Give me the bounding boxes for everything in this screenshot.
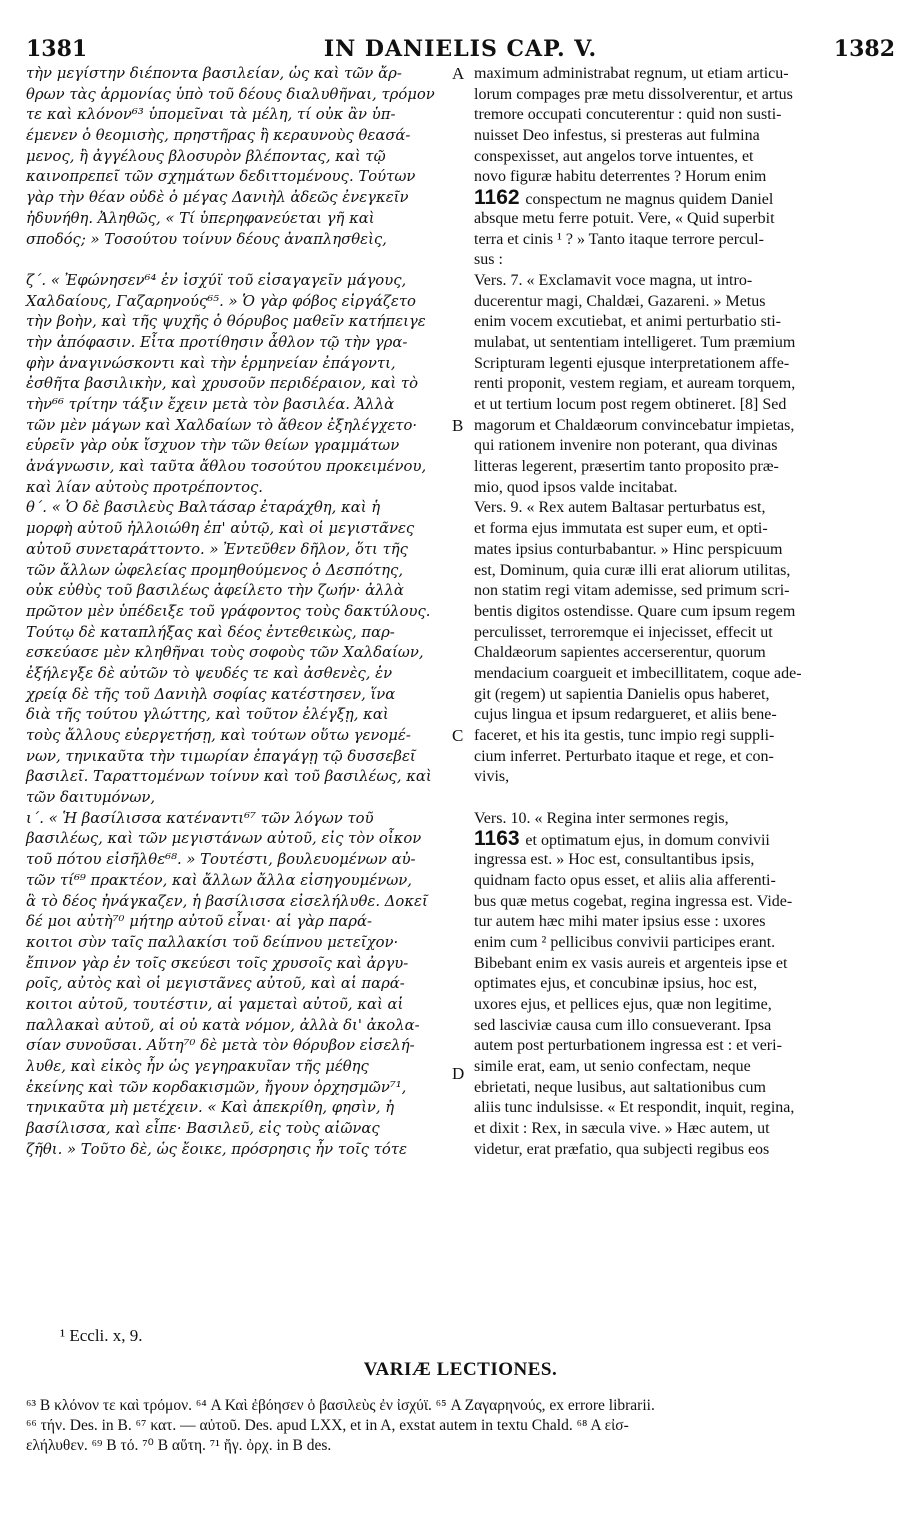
latin-text-line: Vers. 10. « Regina inter sermones regis, — [474, 809, 729, 827]
latin-text-line: 1163 et optimatum ejus, in domum convivii — [474, 827, 770, 851]
column-number: 1163 — [474, 827, 526, 851]
latin-text-line: videtur, erat præfatio, qua subjecti regibus eos — [474, 1140, 770, 1158]
latin-text-line: Chaldæorum sapientes accerserentur, quorum — [474, 644, 766, 662]
greek-text-line: ἐξήλεγξε δὲ αὐτῶν τὸ ψευδές τε καὶ ἀσθενὲς, ἐν — [26, 664, 393, 682]
greek-text-line: φὴν ἀναγινώσκοντι καὶ τὴν ἑρμηνείαν ἐπάγοντι, — [26, 354, 396, 372]
latin-text-line: vivis, — [474, 768, 510, 786]
greek-text-line: τῶν ἄλλων ὠφελείας προμηθούμενος ὁ Δεσπότης, — [26, 561, 404, 579]
latin-text-line: quidnam facto opus esset, et aliis alia afferenti- — [474, 871, 776, 889]
latin-text-line: tur autem hæc mihi mater ipsius esse : uxores — [474, 913, 766, 931]
latin-text-line: perculisset, terroremque ei injecisset, effecit ut — [474, 623, 773, 641]
greek-text-line: ροῖς, αὐτὸς καὶ οἱ μεγιστᾶνες αὐτοῦ, καὶ αἱ παρά- — [26, 975, 405, 993]
greek-text-line: ι΄. « Ἡ βασίλισσα κατέναντι⁶⁷ τῶν λόγων τοῦ — [26, 809, 374, 827]
column-number: 1162 — [474, 186, 526, 210]
greek-text-line — [26, 250, 454, 271]
greek-text-line: ἐκείνης καὶ τῶν κορδακισμῶν, ἤγουν ὀρχησμῶν⁷¹, — [26, 1078, 407, 1096]
greek-text-line: τε καὶ κλόνον⁶³ ὑπομεῖναι τὰ μέλη, τί οὐκ ἂν ὑπ- — [26, 106, 396, 124]
latin-text-line: git (regem) ut sapientia Danielis opus haberet, — [474, 685, 770, 703]
greek-text-line: βασίλισσα, καὶ εἶπε· Βασιλεῦ, εἰς τοὺς αἰῶνας — [26, 1120, 380, 1138]
greek-text-line: τοὺς ἄλλους εὐεργετήσῃ, καὶ τούτων οὕτω γενομέ- — [26, 727, 411, 744]
latin-text-line: bus quæ metus cogebat, regina ingressa est. Vide- — [474, 892, 793, 910]
latin-text-line: conspexisset, aut angelos torve intuentes, et — [474, 147, 754, 165]
greek-text-line: τὴν⁶⁶ τρίτην τάξιν ἔχειν μετὰ τὸν βασιλέα. Ἀλλὰ — [26, 396, 395, 413]
greek-text-line: μενος, ἢ ἀγγέλους βλοσυρὸν βλέποντας, καὶ τῷ — [26, 147, 386, 165]
greek-text-line: αὐτοῦ συνεταράττοντο. » Ἐντεῦθεν δῆλον, ὅτι τῆς — [26, 540, 408, 558]
variae-line: ελήλυθεν. ⁶⁹ B τό. ⁷⁰ B αὕτη. ⁷¹ ἤγ. ὀρχ. in B des. — [26, 1437, 332, 1454]
greek-text-line: έμενεν ὁ θεομισὴς, πρηστῆρας ἢ κεραυνοὺς θεασά- — [26, 127, 411, 145]
latin-text-line: ingressa est. » Hoc est, consultantibus ipsis, — [474, 851, 755, 869]
latin-text-line: mendacium coargueit et imbecillitatem, coque ade- — [474, 664, 802, 682]
latin-text-line: magorum et Chaldæorum convincebatur impietas, — [474, 416, 795, 434]
greek-text-line: παλλακαὶ αὐτοῦ, αἱ οὐ κατὰ νόμον, ἀλλὰ δι' ἀκολα- — [26, 1016, 420, 1034]
latin-text-line: cujus lingua et ipsum redargueret, et aliis bene- — [474, 706, 777, 724]
latin-text-line: novo figuræ habitu deterrentes ? Horum enim — [474, 168, 767, 186]
greek-text-line: θ΄. « Ὁ δὲ βασιλεὺς Βαλτάσαρ ἐταράχθη, καὶ ἡ — [26, 499, 381, 517]
latin-text-line: tremore occupati concuterentur : quid non susti- — [474, 106, 782, 124]
latin-text-line: mulabat, ut sententiam intelligeret. Tum præmium — [474, 333, 796, 351]
greek-text-line: τὴν μεγίστην διέποντα βασιλείαν, ὡς καὶ τῶν ἄρ- — [26, 65, 402, 82]
latin-text-line: et dixit : Rex, in sæcula vive. » Hæc autem, ut — [474, 1120, 770, 1138]
latin-text-line: Vers. 7. « Exclamavit voce magna, ut intro- — [474, 271, 753, 289]
latin-text-line — [474, 788, 892, 809]
latin-text-line: non statim regi vitam ademisse, sed primum scri- — [474, 582, 790, 600]
greek-text-line: τοῦ πότου εἰσῆλθε⁶⁸. » Τουτέστι, βουλευομένων αὐ- — [26, 851, 416, 869]
latin-text-column — [474, 64, 892, 1160]
greek-text-line: δέ μοι αὐτὴ⁷⁰ μήτηρ αὐτοῦ εἶναι· αἱ γὰρ παρά- — [26, 913, 372, 931]
greek-text-line: θρων τὰς ἁρμονίας ὑπὸ τοῦ δέους διαλυθῆναι, τρόμον — [26, 85, 435, 103]
latin-text-line: Bibebant enim ex vasis aureis et argenteis ipse et — [474, 954, 788, 972]
latin-text-line: Scripturam legenti ejusque interpretationem affe- — [474, 354, 790, 372]
variae-line: ⁶³ B κλόνον τε καὶ τρόμον. ⁶⁴ A Καὶ ἐβόησεν ὁ βασιλεὺς ἐν ἰσχύϊ. ⁶⁵ A Ζαγαρηνούς, ex errore librarii. — [26, 1397, 655, 1414]
margin-marker-b: B — [452, 416, 464, 435]
margin-marker-d: D — [452, 1064, 465, 1083]
greek-text-line: εσκεύασε μὲν κληθῆναι τοὺς σοφοὺς τῶν Χαλδαίων, — [26, 644, 424, 662]
greek-text-line: κοιτοι αὐτοῦ, τουτέστιν, αἱ γαμεταὶ αὐτοῦ, καὶ αἱ — [26, 995, 404, 1013]
latin-text-line: et ut tertium locum post regem obtineret. [8] Sed — [474, 396, 787, 413]
greek-text-line: κοιτοι σὺν ταῖς παλλακίσι τοῦ δείπνου μετεῖχον· — [26, 933, 399, 951]
latin-text-line: est, Dominum, quia curæ illi erat aliorum utilitas, — [474, 561, 791, 579]
greek-text-line: γὰρ τὴν θέαν οὐδὲ ὁ μέγας Δανιὴλ ἀδεῶς ἐνεγκεῖν — [26, 189, 409, 207]
greek-text-line: τηνικαῦτα μὴ μετέχειν. « Καὶ ἀπεκρίθη, φησὶν, ἡ — [26, 1099, 395, 1117]
greek-text-line: λυθε, καὶ εἰκὸς ἦν ὡς γεγηρακυῖαν τῆς μέθης — [26, 1058, 369, 1075]
greek-text-line: Χαλδαίους, Γαζαρηνούς⁶⁵. » Ὁ γὰρ φόβος εἰργάζετο — [26, 292, 416, 310]
latin-text-line: sed lasciviæ causa cum illo consueverant. Ipsa — [474, 1016, 772, 1034]
greek-text-line: ἀνάγνωσιν, καὶ ταῦτα ἄθλου τοσούτου προκειμένου, — [26, 458, 427, 476]
greek-text-line: ἔπινον γὰρ ἐν τοῖς σκεύεσι τοῖς χρυσοῖς καὶ ἀργυ- — [26, 954, 409, 972]
footnote: ¹ Eccli. x, 9. — [60, 1326, 143, 1345]
greek-text-line: τῶν μὲν μάγων καὶ Χαλδαίων τὸ ἄθεον ἐξηλέγχετο· — [26, 416, 418, 434]
latin-text-line: enim vocem excutiebat, et animi perturbatio sti- — [474, 313, 782, 331]
greek-text-line: διὰ τῆς τούτου γλώττης, καὶ τοῦτον ἐλέγξῃ, καὶ — [26, 706, 389, 724]
latin-text-line: nuisset Deo infestus, si presteras aut fulmina — [474, 127, 760, 145]
greek-text-line: εὑρεῖν γὰρ οὐκ ἴσχυον τὴν τῶν θείων γραμμάτων — [26, 437, 400, 455]
greek-text-line: τῶν τί⁶⁹ πρακτέον, καὶ ἄλλων ἄλλα εἰσηγουμένων, — [26, 871, 412, 889]
greek-text-line: τῶν δαιτυμόνων, — [26, 789, 156, 807]
greek-text-line: τὴν ἀπόφασιν. Εἶτα προτίθησιν ἆθλον τῷ τὴν γρα- — [26, 333, 408, 351]
latin-text-line: faceret, et his ita gestis, tunc impio regi suppli- — [474, 727, 775, 744]
latin-text-line: ducerentur magi, Chaldæi, Gazareni. » Metus — [474, 292, 766, 310]
greek-text-line: ἠδυνήθη. Ἀληθῶς, « Τί ὑπερηφανεύεται γῆ καὶ — [26, 209, 375, 227]
greek-text-column — [26, 64, 454, 1160]
right-page-number: 1382 — [833, 36, 895, 62]
latin-text-line: mates ipsius conturbabantur. » Hinc perspicuum — [474, 540, 783, 558]
greek-text-line: σποδός; » Τοσούτου τοίνυν δέους ἀναπλησθεὶς, — [26, 230, 387, 248]
margin-marker-c: C — [452, 726, 464, 745]
margin-marker-a: A — [452, 64, 465, 83]
greek-text-line: καινοπρεπεῖ τῶν σχημάτων δεδιττομένους. Τούτων — [26, 168, 416, 186]
greek-text-line: βασιλεῖ. Ταραττομένων τοίνυν καὶ τοῦ βασιλέως, καὶ — [26, 768, 432, 786]
greek-text-line: σίαν συνοῦσαι. Αὕτη⁷⁰ δὲ μετὰ τὸν θόρυβον εἰσελή- — [26, 1037, 415, 1055]
latin-text-line: litteras legerent, præsertim tanto proposito præ- — [474, 458, 779, 476]
greek-text-line: Τούτῳ δὲ καταπλήξας καὶ δέος ἐντεθεικὼς, παρ- — [26, 623, 395, 641]
greek-text-line: ζ΄. « Ἐφώνησεν⁶⁴ ἐν ἰσχύϊ τοῦ εἰσαγαγεῖν μάγους, — [26, 271, 407, 289]
variae-line: ⁶⁶ τήν. Des. in B. ⁶⁷ κατ. — αὐτοῦ. Des. apud LXX, et in A, exstat autem in textu Chald. ⁶⁸ A εἰσ- — [26, 1417, 629, 1434]
variae-lectiones-title: VARIÆ LECTIONES. — [363, 1359, 558, 1380]
greek-text-line: ζῆθι. » Τοῦτο δὲ, ὡς ἔοικε, πρόσρησις ἦν τοῖς τότε — [26, 1140, 407, 1158]
greek-text-line: πρῶτον μὲν ὑπέδειξε τοῦ γράφοντος τοὺς δακτύλους. — [26, 602, 431, 620]
left-page-number: 1381 — [26, 36, 88, 62]
latin-text-line: 1162 conspectum ne magnus quidem Daniel — [474, 186, 774, 210]
latin-text-line: qui rationem invenire non poterant, qua divinas — [474, 437, 778, 455]
greek-text-line: μορφὴ αὐτοῦ ἠλλοιώθη ἐπ' αὐτῷ, καὶ οἱ μεγιστᾶνες — [26, 520, 415, 538]
greek-text-line: χρείᾳ δὲ τῆς τοῦ Δανιὴλ σοφίας κατέστησεν, ἵνα — [26, 685, 396, 703]
latin-text-line: aliis tunc indulsisse. « Et respondit, inquit, regina, — [474, 1099, 795, 1117]
greek-text-line: ἐσθῆτα βασιλικὴν, καὶ χρυσοῦν περιδέραιον, καὶ τὸ — [26, 375, 418, 393]
greek-text-line: νων, τηνικαῦτα τὴν τιμωρίαν ἐπαγάγῃ τῷ δυσσεβεῖ — [26, 747, 416, 765]
latin-text-line: uxores ejus, et pellices ejus, quæ non legitime, — [474, 995, 772, 1013]
latin-text-line: Vers. 9. « Rex autem Baltasar perturbatus est, — [474, 499, 766, 517]
latin-text-line: mio, quod ipsos valde incitabat. — [474, 478, 678, 496]
greek-text-line: καὶ λίαν αὐτοὺς προτρέποντος. — [26, 478, 264, 496]
greek-text-line: τὴν βοὴν, καὶ τῆς ψυχῆς ὁ θόρυβος μαθεῖν κατήπειγε — [26, 313, 426, 331]
latin-text-line: cium inferret. Perturbato itaque et rege, et con- — [474, 747, 774, 765]
latin-text-line: autem post perturbationem ingressa est : et veri- — [474, 1037, 782, 1055]
variae-lectiones — [26, 1396, 896, 1456]
greek-text-line: βασιλέως, καὶ τῶν μεγιστάνων αὐτοῦ, εἰς τὸν οἶκον — [26, 830, 422, 848]
greek-text-line: οὐκ εὐθὺς τοῦ βασιλέως ἀφείλετο τὴν ζωήν· ἀλλὰ — [26, 582, 404, 600]
page-header — [26, 36, 895, 66]
latin-text-line: ebrietati, neque lusibus, aut saltationibus cum — [474, 1078, 766, 1096]
latin-text-line: terra et cinis ¹ ? » Tanto itaque terrore percul- — [474, 230, 764, 248]
latin-text-line: lorum compages præ metu dissolverentur, et artus — [474, 85, 793, 103]
latin-text-line: enim cum ² pellicibus convivii participes erant. — [474, 933, 776, 951]
latin-text-line: et forma ejus immutata est super eum, et opti- — [474, 520, 768, 538]
running-title: IN DANIELIS CAP. V. — [323, 36, 598, 62]
latin-text-line: absque metu ferre potuit. Vere, « Quid superbit — [474, 209, 775, 227]
latin-text-line: renti proponit, vestem regiam, et auream torquem, — [474, 375, 796, 393]
greek-text-line: ἃ τὸ δέος ἠνάγκαζεν, ἡ βασίλισσα εἰσελήλυθε. Δοκεῖ — [26, 892, 428, 910]
latin-text-line: maximum administrabat regnum, ut etiam articu- — [474, 65, 789, 82]
latin-text-line: optimates ejus, et concubinæ ipsius, hoc est, — [474, 975, 758, 993]
latin-text-line: simile erat, eam, ut senio confectam, neque — [474, 1058, 751, 1075]
latin-text-line: bentis digitos ostendisse. Quare cum ipsum regem — [474, 602, 796, 620]
latin-text-line: sus : — [474, 251, 503, 269]
